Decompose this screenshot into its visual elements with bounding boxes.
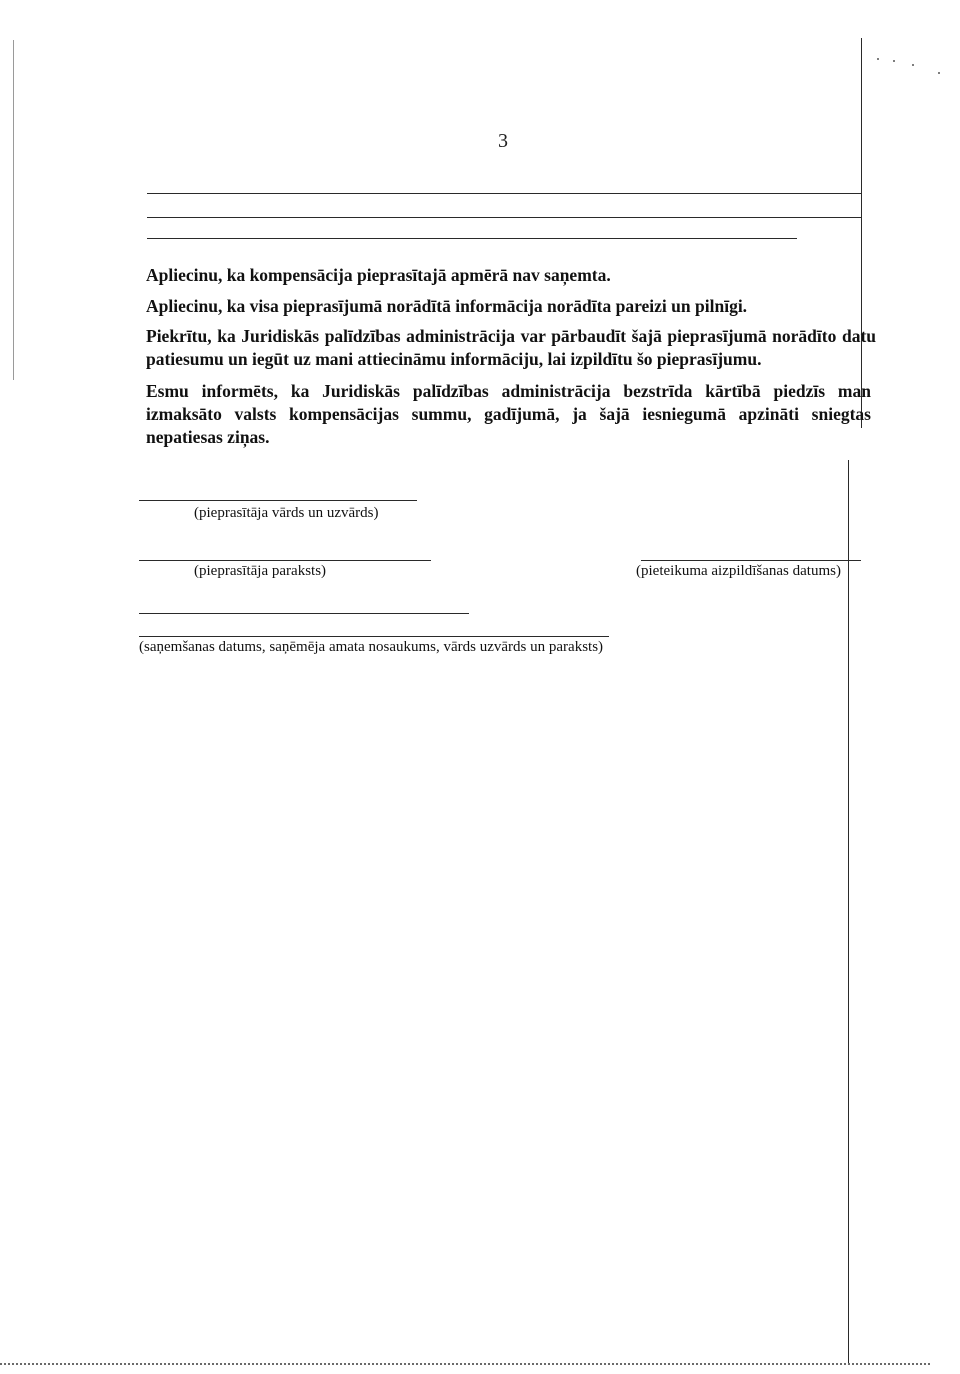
applicant-signature-line [139, 560, 431, 561]
applicant-name-caption: (pieprasītāja vārds un uzvārds) [194, 505, 379, 521]
scan-speck [893, 60, 895, 62]
statement-compensation-not-received: Apliecinu, ka kompensācija pieprasītajā apmērā nav saņemta. [146, 265, 611, 285]
left-scan-edge [13, 40, 14, 380]
application-date-caption: (pieteikuma aizpildīšanas datums) [636, 563, 841, 579]
page-number: 3 [498, 130, 508, 152]
receipt-caption: (saņemšanas datums, saņēmēja amata nosaukums, vārds uzvārds un paraksts) [139, 639, 604, 655]
statement-consent-verification: Piekrītu, ka Juridiskās palīdzības administrācija var pārbaudīt šajā pieprasījumā norādīto datu patiesumu un iegūt uz mani attiecināmu informāciju, lai izpildītu šo pieprasījumu. [146, 326, 876, 369]
receipt-line-top [139, 613, 469, 614]
applicant-name-line [139, 500, 417, 501]
bottom-scan-edge [0, 1363, 930, 1365]
scan-speck [938, 72, 940, 74]
applicant-signature-caption: (pieprasītāja paraksts) [194, 563, 327, 579]
form-rule [147, 217, 861, 218]
application-date-line [641, 560, 861, 561]
form-rule [147, 238, 797, 239]
scan-speck [912, 64, 914, 66]
statement-information-correct: Apliecinu, ka visa pieprasījumā norādītā informācija norādīta pareizi un pilnīgi. [146, 296, 748, 316]
form-rule [147, 193, 861, 194]
scan-speck [877, 58, 879, 60]
statement-informed-recovery: Esmu informēts, ka Juridiskās palīdzības administrācija bezstrīda kārtībā piedzīs man izmaksāto valsts kompensācijas summu, gadījumā, ja šajā iesniegumā apzināti sniegtas nepatiesas ziņas. [146, 381, 871, 447]
right-frame-line-lower [848, 460, 849, 1365]
receipt-line-bottom [139, 636, 609, 637]
